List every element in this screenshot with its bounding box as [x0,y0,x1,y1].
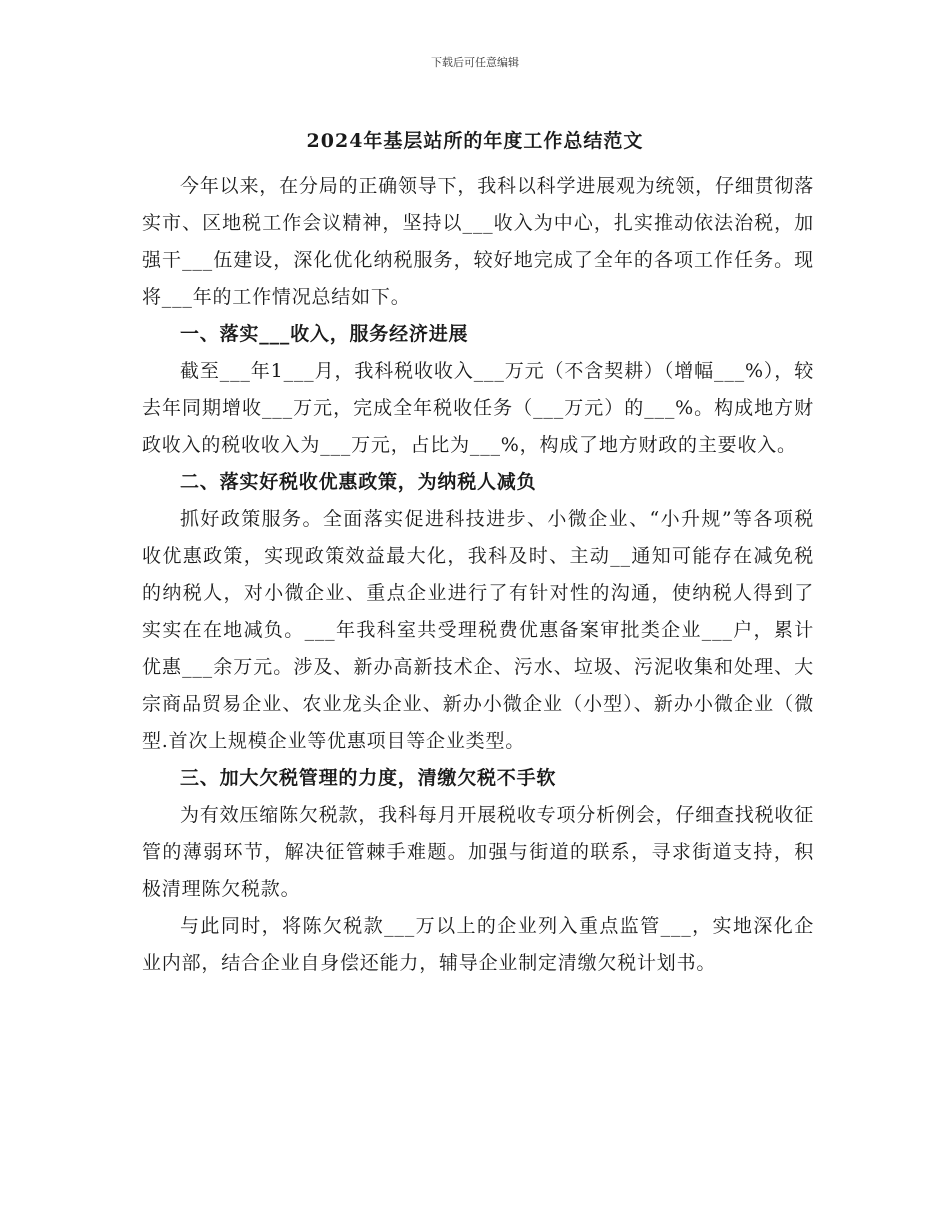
document-body [142,168,814,982]
document-title: 2024年基层站所的年度工作总结范文 [306,130,644,152]
section-heading-1: 一、落实___收入，服务经济进展 [180,323,469,345]
section-1-paragraph: 截至___年1___月，我科税收收入___万元（不含契耕）（增幅___%），较去年同期增收___万元，完成全年税收任务（___万元）的___%。构成地方财政收入的税收收入为___万元，占比为___%，构成了地方财政的主要收入。 [142,360,814,456]
intro-paragraph: 今年以来，在分局的正确领导下，我科以科学进展观为统领，仔细贯彻落实市、区地税工作会议精神，坚持以___收入为中心，扎实推动依法治税，加强干___伍建设，深化优化纳税服务，较好地完成了全年的各项工作任务。现将___年的工作情况总结如下。 [142,175,814,308]
section-heading-2: 二、落实好税收优惠政策，为纳税人减负 [180,471,537,493]
section-2-paragraph: 抓好政策服务。全面落实促进科技进步、小微企业、“小升规”等各项税收优惠政策，实现政策效益最大化，我科及时、主动__通知可能存在减免税的纳税人，对小微企业、重点企业进行了有针对性的沟通，使纳税人得到了实实在在地减负。___年我科室共受理税费优惠备案审批类企业___户，累计优惠___余万元。涉及、新办高新技术企、污水、垃圾、污泥收集和处理、大宗商品贸易企业、农业龙头企业、新办小微企业（小型）、新办小微企业（微型.首次上规模企业等优惠项目等企业类型。 [142,508,814,752]
section-3-paragraph-1: 为有效压缩陈欠税款，我科每月开展税收专项分析例会，仔细查找税收征管的薄弱环节，解决征管棘手难题。加强与街道的联系，寻求街道支持，积极清理陈欠税款。 [142,804,814,900]
header-note: 下载后可任意编辑 [431,56,519,69]
section-3-paragraph-2: 与此同时，将陈欠税款___万以上的企业列入重点监管___，实地深化企业内部，结合企业自身偿还能力，辅导企业制定清缴欠税计划书。 [142,915,814,974]
section-heading-3: 三、加大欠税管理的力度，清缴欠税不手软 [180,767,557,789]
